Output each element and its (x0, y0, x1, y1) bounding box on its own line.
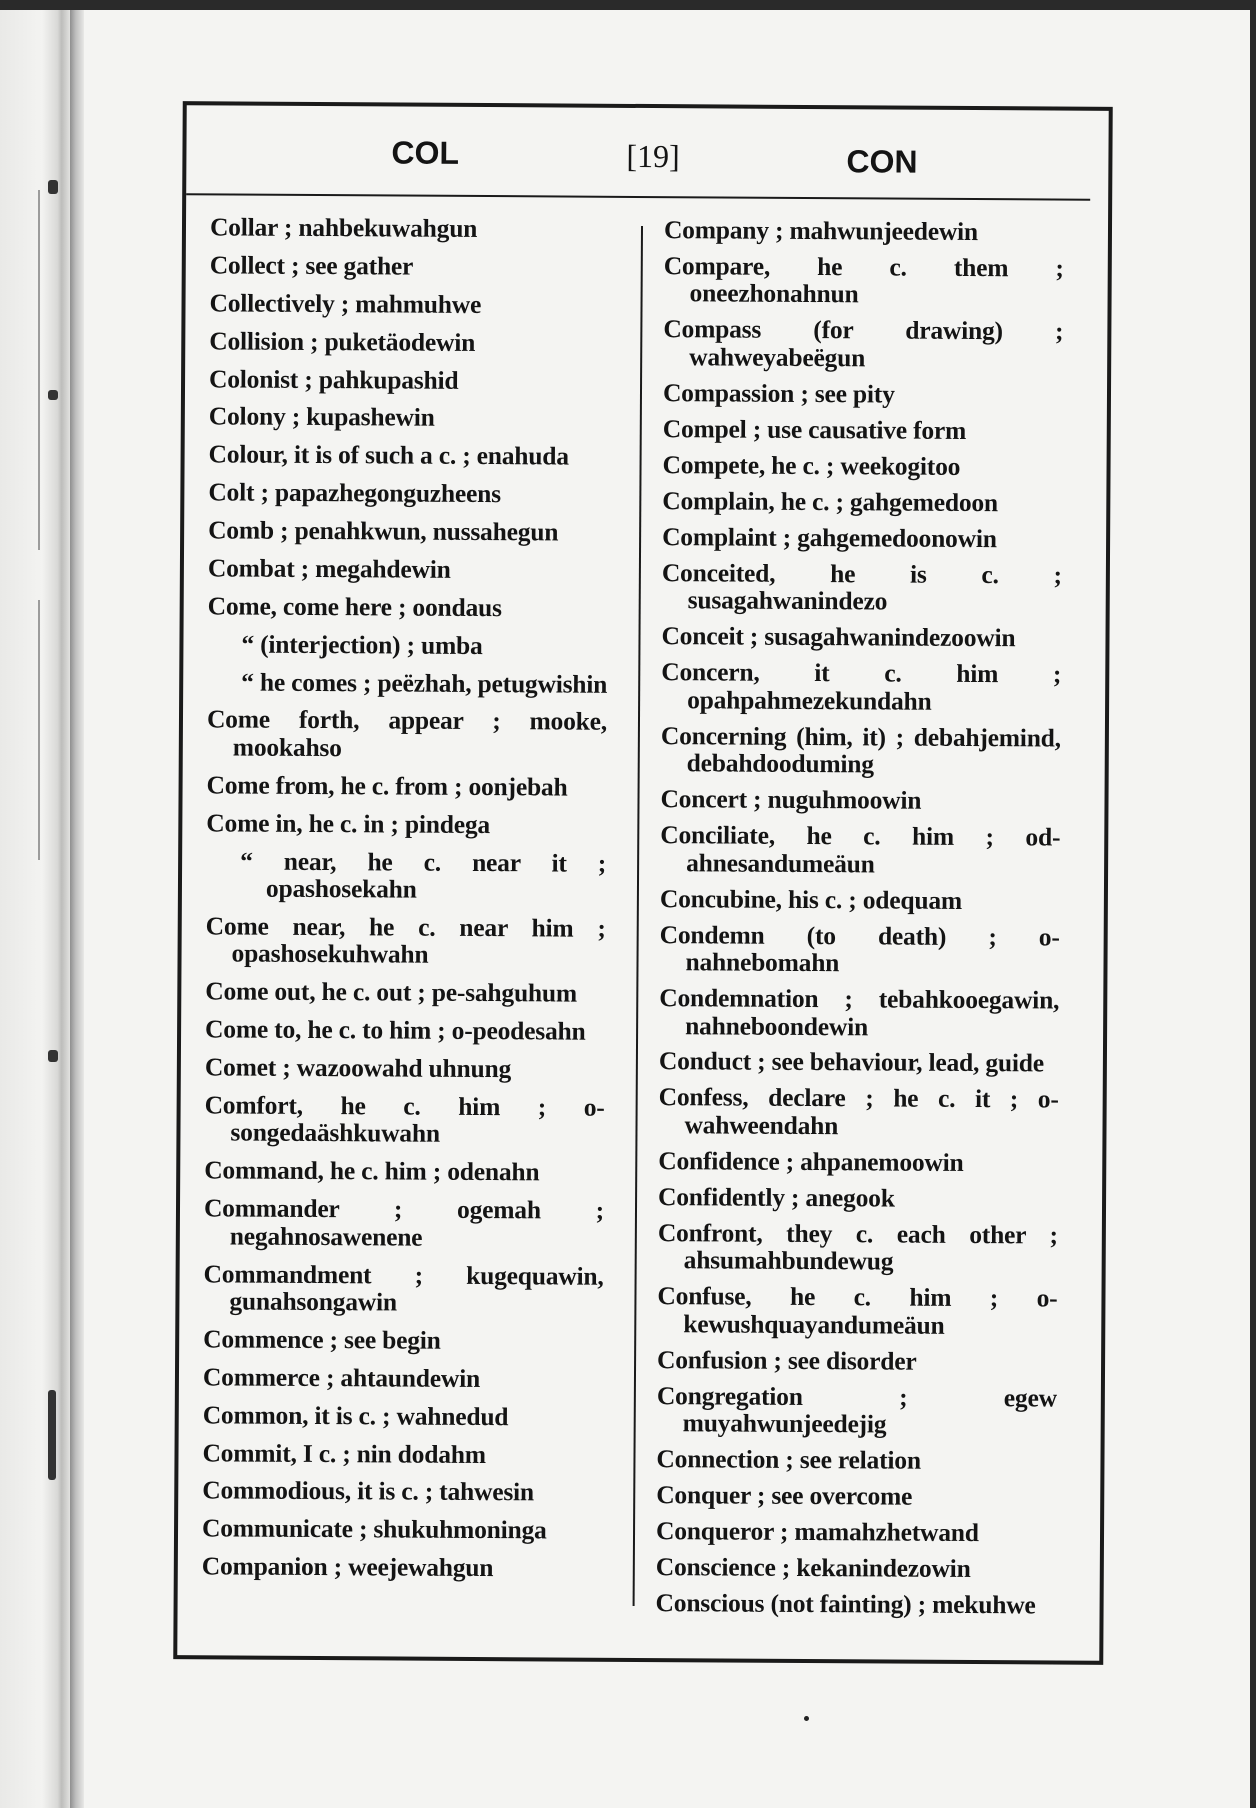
right-column (656, 216, 1065, 1619)
left-column (202, 213, 610, 1582)
dictionary-entry: Colour, it is of such a c. ; enahuda (208, 439, 569, 471)
scan-edge-top (0, 0, 1256, 10)
page-frame (173, 101, 1112, 1665)
dictionary-entry: Commit, I c. ; nin dodahm (202, 1437, 486, 1469)
dictionary-entry: Conceit ; susagahwanindezoowin (661, 621, 1016, 653)
dictionary-entry: Communicate ; shukuhmoninga (201, 1513, 547, 1545)
column-divider (633, 226, 643, 1606)
binding-stitch (38, 190, 40, 550)
dictionary-entry: Confess, declare ; he c. it ; o-wahweendahn (658, 1082, 1059, 1141)
dictionary-entry: Conqueror ; mamahzhetwand (655, 1516, 979, 1548)
binding-mark (48, 390, 58, 400)
dictionary-entry: Confusion ; see disorder (657, 1344, 917, 1376)
dictionary-entry: Conquer ; see overcome (656, 1480, 913, 1511)
book-gutter (70, 10, 84, 1808)
dictionary-entry: Concern, it c. him ; opahpahmezekundahn (661, 657, 1062, 716)
dictionary-entry: Concerning (him, it) ; debahjemind, debahdooduming (660, 720, 1061, 779)
dictionary-entry: Conscience ; kekanindezowin (655, 1552, 971, 1584)
dictionary-entry: Come out, he c. out ; pe-sahguhum (205, 976, 578, 1008)
dictionary-entry: Combat ; megahdewin (207, 553, 451, 584)
binding-mark (48, 1050, 58, 1062)
dictionary-entry: Conscious (not fainting) ; mekuhwe (655, 1588, 1036, 1620)
binding-stitch (38, 600, 40, 860)
dictionary-entry: Conduct ; see behaviour, lead, guide (658, 1046, 1045, 1078)
dictionary-entry: Congregation ; egew muyahwunjeedejig (656, 1380, 1057, 1439)
guide-word-right: CON (846, 143, 918, 180)
binding-mark (48, 180, 58, 194)
dictionary-entry: Commence ; see begin (203, 1324, 441, 1355)
dictionary-entry: Command, he c. him ; odenahn (204, 1155, 540, 1187)
dictionary-entry: Common, it is c. ; wahnedud (202, 1399, 509, 1431)
dictionary-entry: Colonist ; pahkupashid (208, 363, 459, 395)
dictionary-entry: Connection ; see relation (656, 1444, 921, 1475)
dictionary-entry: Colony ; kupashewin (208, 401, 435, 433)
dictionary-entry: “ he comes ; peëzhah, petugwishin (241, 667, 608, 699)
dictionary-entry: “ (interjection) ; umba (241, 629, 483, 660)
scan-edge-right (1250, 0, 1256, 1808)
dictionary-entry: Commerce ; ahtaundewin (202, 1362, 481, 1393)
dictionary-entry: Complaint ; gahgemedoonowin (662, 521, 997, 553)
dictionary-entry: Come, come here ; oondaus (207, 591, 502, 622)
dictionary-entry: Come from, he c. from ; oonjebah (206, 770, 568, 802)
dictionary-entry: Confuse, he c. him ; o-kewushquayandumeäun (657, 1281, 1058, 1340)
dictionary-entry: Come forth, appear ; mooke, mookahso (206, 704, 608, 763)
dictionary-entry: Confidently ; anegook (657, 1181, 895, 1213)
dictionary-entry: Compete, he c. ; weekogitoo (662, 449, 961, 481)
dictionary-entry: Commander ; ogemah ; negahnosawenene (203, 1193, 605, 1252)
dictionary-entry: Come near, he c. near him ; opashosekuhwahn (205, 911, 606, 970)
dictionary-entry: Comfort, he c. him ; o-songedaäshkuwahn (204, 1090, 605, 1149)
dictionary-entry: Commodious, it is c. ; tahwesin (202, 1475, 535, 1507)
dictionary-entry: Confront, they c. each other ; ahsumahbundewug (657, 1217, 1058, 1276)
guide-word-left: COL (391, 134, 460, 171)
dictionary-entry: Collectively ; mahmuhwe (209, 288, 482, 319)
dictionary-entry: Conceited, he is c. ; susagahwanindezo (661, 557, 1062, 616)
binding-mark (48, 1390, 56, 1480)
dictionary-entry: Colt ; papazhegonguzheens (208, 477, 501, 509)
facing-page-edge (0, 10, 70, 1808)
dictionary-entry: “ near, he c. near it ; opashosekahn (240, 846, 607, 904)
dictionary-entry: Conciliate, he c. him ; od-ahnesandumeäun (660, 820, 1061, 879)
dictionary-entry: Confidence ; ahpanemoowin (658, 1146, 964, 1177)
dictionary-entry: Commandment ; kugequawin, gunahsongawin (203, 1258, 604, 1317)
dictionary-entry: Collar ; nahbekuwahgun (209, 212, 478, 243)
running-header (186, 105, 1109, 199)
dictionary-entry: Collision ; puketäodewin (209, 325, 476, 357)
ink-speck (804, 1716, 809, 1721)
page-number: [19] (626, 137, 680, 175)
dictionary-entry: Condemnation ; tebahkooegawin, nahneboondewin (659, 983, 1060, 1041)
dictionary-entry: Comb ; penahkwun, nussahegun (208, 515, 559, 547)
dictionary-entry: Come to, he c. to him ; o-peodesahn (205, 1014, 586, 1046)
dictionary-entry: Compassion ; see pity (662, 378, 895, 409)
dictionary-entry: Companion ; weejewahgun (201, 1551, 494, 1583)
dictionary-entry: Come in, he c. in ; pindega (206, 807, 491, 839)
dictionary-entry: Compass (for drawing) ; wahweyabeëgun (663, 314, 1064, 373)
dictionary-entry: Concert ; nuguhmoowin (660, 784, 922, 815)
dictionary-entry: Compare, he c. them ; oneezhonahnun (663, 251, 1064, 309)
dictionary-entry: Complain, he c. ; gahgemedoon (662, 485, 999, 517)
dictionary-entry: Comet ; wazoowahd uhnung (204, 1052, 512, 1084)
dictionary-entry: Concubine, his c. ; odequam (659, 883, 963, 915)
dictionary-entry: Compel ; use causative form (662, 413, 967, 445)
dictionary-entry: Collect ; see gather (209, 250, 414, 281)
dictionary-entry: Condemn (to death) ; o-nahnebomahn (659, 919, 1060, 978)
dictionary-entry: Company ; mahwunjeedewin (663, 215, 979, 247)
